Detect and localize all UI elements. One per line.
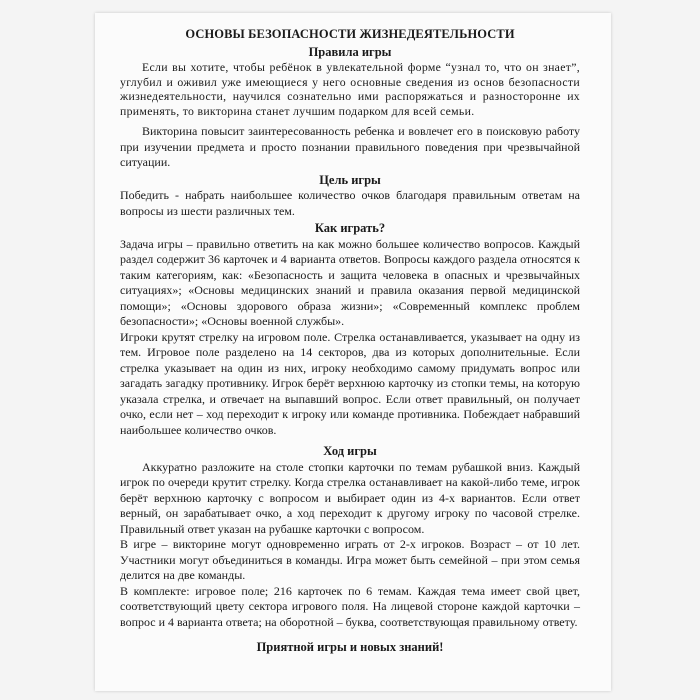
section-heading-how-to-play: Как играть? [314,221,386,235]
course-paragraph-1: Аккуратно разложите на столе стопки карточки по темам рубашкой вниз. Каждый игрок по очереди крутит стрелку. Когда стрелка останавливает на какой-либо теме, игрок берёт верхнюю карточку с вопросом и выбирает один из 4-х вариантов. Если ответ верный, он зарабатывает очко, а ход переходит к другому игроку по часовой стрелке. Правильный ответ указан на рубашке карточки с вопросом. [120,459,580,536]
section-goal [120,173,580,220]
goal-paragraph-1: Победить - набрать наибольшее количество очков благодаря правильным ответам на вопросы из шести различных тем. [120,188,580,218]
how-paragraph-1: Задача игры – правильно ответить на как можно большее количество вопросов. Каждый раздел содержит 36 карточек и 4 варианта ответов. Вопросы каждого раздела относятся к таким категориям, как: «Безопасность и защита человека в опасных и чрезвычайных ситуациях»; «Основы медицинских знаний и правила оказания первой медицинской помощи»; «Основы здорового образа жизни»; «Современный комплекс проблем безопасности»; «Основы военной службы». [120,236,580,328]
closing-line: Приятной игры и новых знаний! [256,640,444,654]
section-how-to-play [120,221,580,438]
section-rules [120,45,580,171]
section-heading-goal: Цель игры [319,172,381,187]
section-heading-rules: Правила игры [308,44,392,59]
rules-paragraph-2: Викторина повысит заинтересованность ребенка и вовлечет его в поисковую работу при изучении предмета и просто познании правильного поведения при чрезвычайной ситуации. [120,124,580,169]
section-course [120,444,580,630]
how-paragraph-2: Игроки крутят стрелку на игровом поле. Стрелка останавливается, указывает на одну из тем. Игровое поле разделено на 14 секторов, два из которых дополнительные. Если стрелка указывает на один из них, игроку необходимо самому придумать вопрос или загадать загадку противнику. Игрок берёт верхнюю карточку из стопки темы, на которую указала стрелка, и отвечает на выпавший вопрос. Если ответ правильный, он получает очко, если нет – ход переходит к игроку или команде противника. Побеждает набравший наибольшее количество очков. [120,329,580,437]
course-paragraph-2: В игре – викторине могут одновременно играть от 2-х игроков. Возраст – от 10 лет. Участники могут объединиться в команды. Игра может быть семейной – при этом семья делится на две команды. [120,537,580,582]
document-title: ОСНОВЫ БЕЗОПАСНОСТИ ЖИЗНЕДЕЯТЕЛЬНОСТИ [185,27,515,41]
course-paragraph-3: В комплекте: игровое поле; 216 карточек по 6 темам. Каждая тема имеет свой цвет, соответствующий цвету сектора игрового поля. На лицевой стороне каждой карточки – вопрос и 4 варианта ответа; на оборотной – буква, соответствующая правильному ответу. [120,583,580,629]
rules-paragraph-1: Если вы хотите, чтобы ребёнок в увлекательной форме “узнал то, что он знает”, углубил и оживил уже имеющиеся у него основные сведения из основ безопасности жизнедеятельности, научился сознательно ими распоряжаться и разносторонне их применять, то викторина станет лучшим подарком для всей семьи. [120,60,580,118]
section-heading-course: Ход игры [323,444,377,458]
document-body [120,27,580,656]
